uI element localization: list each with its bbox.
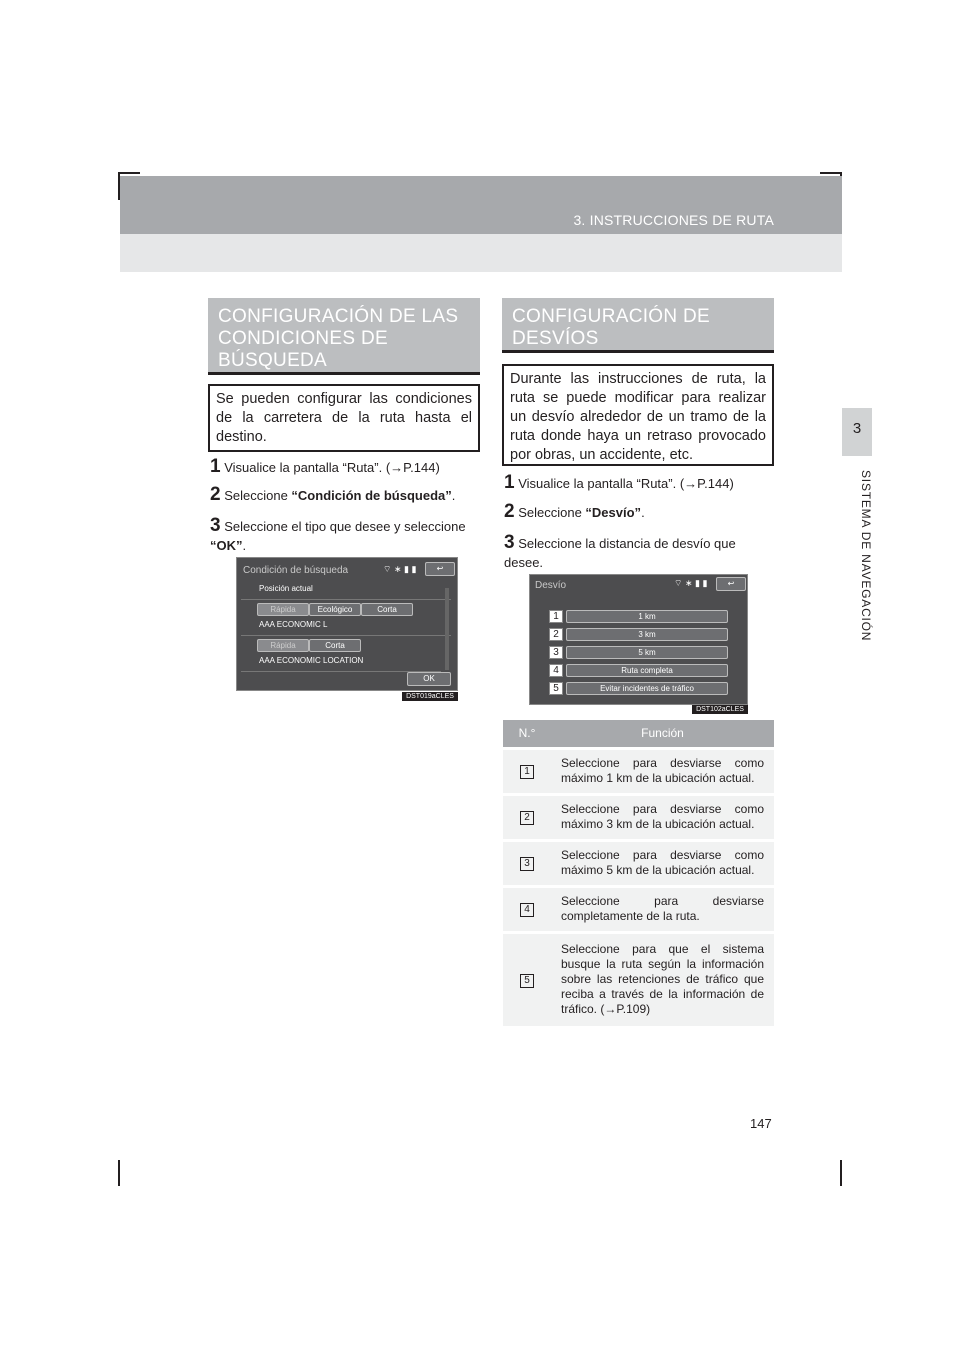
- row-description: Seleccione para que el sistema busque la ruta según la información sobre las retenciones de tráfico que reciba a través de la información de tráfico. (→P.109): [551, 932, 774, 1026]
- column-header: Función: [551, 720, 774, 748]
- route-row[interactable]: Posición actual: [241, 584, 451, 600]
- step-3: 3 Seleccione el tipo que desee y seleccione “OK”.: [210, 515, 466, 553]
- row-number: 5: [520, 974, 534, 988]
- heading-rule: [502, 350, 774, 353]
- left-section: [208, 298, 480, 375]
- crop-mark: [118, 172, 140, 174]
- page-number: 147: [750, 1116, 772, 1131]
- screen-title: Condición de búsqueda: [243, 565, 349, 576]
- chapter-label: SISTEMA DE NAVEGACIÓN: [859, 470, 873, 642]
- step-1: 1 Visualice la pantalla “Ruta”. (→P.144): [210, 456, 440, 477]
- table-row: [503, 748, 774, 794]
- status-icons: ⌔ ∗ ▮ ▮: [383, 564, 417, 574]
- screen-title: Desvío: [535, 580, 567, 591]
- back-icon: ↩: [727, 579, 735, 588]
- heading-rule: [208, 372, 480, 375]
- callout-number: 4: [549, 664, 563, 677]
- route-row[interactable]: AAA ECONOMIC L: [241, 620, 451, 636]
- back-button[interactable]: [716, 577, 746, 591]
- option-button[interactable]: Ecológico: [309, 603, 361, 616]
- detour-3km-button[interactable]: 3 km: [566, 628, 728, 641]
- option-button[interactable]: Rápida: [257, 639, 309, 652]
- avoid-traffic-button[interactable]: Evitar incidentes de tráfico: [566, 682, 728, 695]
- section-heading: CONFIGURACIÓN DE LAS CONDICIONES DE BÚSQUEDA: [208, 298, 480, 372]
- function-table: [503, 720, 774, 1026]
- whole-route-button[interactable]: Ruta completa: [566, 664, 728, 677]
- row-number: 1: [520, 765, 534, 779]
- section-heading: CONFIGURACIÓN DE DESVÍOS: [502, 298, 774, 350]
- row-number: 2: [520, 811, 534, 825]
- chapter-number: 3: [852, 420, 862, 437]
- detour-screen: [529, 574, 748, 705]
- column-header: N.°: [503, 720, 551, 748]
- crop-mark: [118, 1160, 120, 1186]
- intro-box: Se pueden configurar las condiciones de la carretera de la ruta hasta el destino.: [208, 384, 480, 452]
- callout-number: 3: [549, 646, 563, 659]
- option-button[interactable]: Rápida: [257, 603, 309, 616]
- ok-button[interactable]: OK: [407, 672, 451, 686]
- detour-5km-button[interactable]: 5 km: [566, 646, 728, 659]
- detour-1km-button[interactable]: 1 km: [566, 610, 728, 623]
- row-number: 4: [520, 903, 534, 917]
- table-row: [503, 886, 774, 932]
- row-description: Seleccione para desviarse como máximo 5 km de la ubicación actual.: [551, 840, 774, 886]
- step-2: 2 Seleccione “Desvío”.: [504, 501, 645, 522]
- image-code: DST019aCLES: [402, 692, 458, 701]
- scrollbar[interactable]: [445, 588, 449, 670]
- status-icons: ⌔ ∗ ▮ ▮: [674, 578, 708, 588]
- right-section: [502, 298, 774, 353]
- callout-number: 2: [549, 628, 563, 641]
- step-3: 3 Seleccione la distancia de desvío que desee.: [504, 532, 736, 570]
- callout-number: 5: [549, 682, 563, 695]
- image-code: DST102aCLES: [692, 705, 748, 714]
- route-row[interactable]: AAA ECONOMIC LOCATION: [241, 656, 441, 672]
- step-2: 2 Seleccione “Condición de búsqueda”.: [210, 484, 456, 505]
- section-title: 3. INSTRUCCIONES DE RUTA: [573, 212, 774, 228]
- step-1: 1 Visualice la pantalla “Ruta”. (→P.144): [504, 472, 734, 493]
- row-description: Seleccione para desviarse como máximo 1 km de la ubicación actual.: [551, 748, 774, 794]
- option-button[interactable]: Corta: [309, 639, 361, 652]
- option-button[interactable]: Corta: [361, 603, 413, 616]
- table-row: [503, 840, 774, 886]
- back-icon: ↩: [436, 564, 444, 573]
- intro-box: Durante las instrucciones de ruta, la ruta se puede modificar para realizar un desvío alrededor de un tramo de la ruta donde haya un retraso provocado por obras, un accidente, etc.: [502, 364, 774, 466]
- back-button[interactable]: [425, 562, 455, 576]
- crop-mark: [840, 1160, 842, 1186]
- search-condition-screen: [236, 557, 458, 691]
- header-subband: [120, 234, 842, 272]
- table-row: [503, 794, 774, 840]
- row-number: 3: [520, 857, 534, 871]
- row-description: Seleccione para desviarse completamente de la ruta.: [551, 886, 774, 932]
- row-description: Seleccione para desviarse como máximo 3 km de la ubicación actual.: [551, 794, 774, 840]
- table-row: [503, 932, 774, 1026]
- callout-number: 1: [549, 610, 563, 623]
- crop-mark: [820, 172, 842, 174]
